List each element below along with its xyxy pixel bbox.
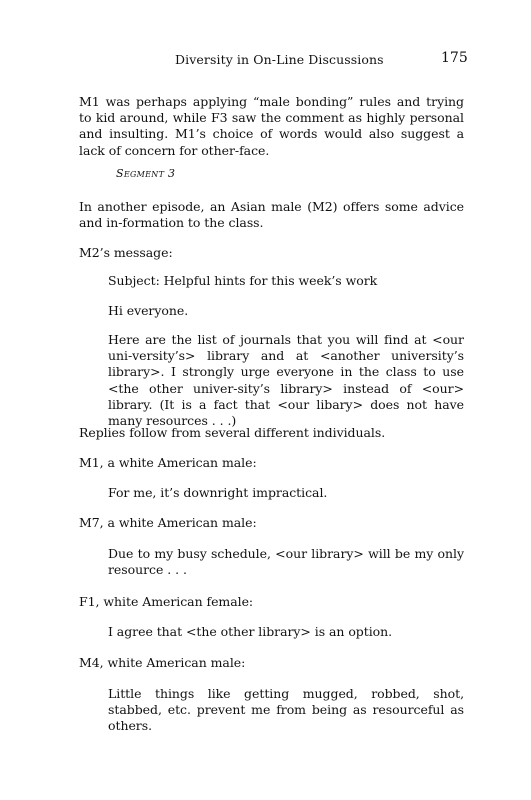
segment-heading: Segment 3 [116,167,176,180]
quote-greeting: Hi everyone. [108,303,189,318]
quote-m7: Due to my busy schedule, <our library> will be my only resource . . . [108,546,464,578]
quote-m4: Little things like getting mugged, robbed, shot, stabbed, etc. prevent me from being as resourceful as others. [108,686,464,734]
speaker-label-m1: M1, a white American male: [79,455,257,470]
speaker-label-f1: F1, white American female: [79,594,254,609]
page-number: 175 [441,50,468,66]
body-paragraph-replies: Replies follow from several different individuals. [79,425,386,440]
body-paragraph-1: M1 was perhaps applying “male bonding” rules and trying to kid around, while F3 saw the comment as highly personal and insulting. M1’s choice of words would also suggest a lack of concern for other-face. [79,94,464,158]
quote-m1: For me, it’s downright impractical. [108,485,328,500]
quote-f1: I agree that <the other library> is an option. [108,624,393,639]
speaker-label-m7: M7, a white American male: [79,515,257,530]
speaker-label-m4: M4, white American male: [79,655,246,670]
quote-subject: Subject: Helpful hints for this week’s work [108,273,378,288]
quote-message-body: Here are the list of journals that you will find at <our uni-versity’s> library and at <another university’s library>. I strongly urge everyone in the class to use <the other univer-sity’s library> instead of <our> library. (It is a fact that <our libary> does not have many resources . . .) [108,332,464,429]
message-label: M2’s message: [79,245,173,260]
running-head: Diversity in On-Line Discussions [175,52,384,67]
body-paragraph-2: In another episode, an Asian male (M2) offers some advice and in-formation to the class. [79,199,464,231]
